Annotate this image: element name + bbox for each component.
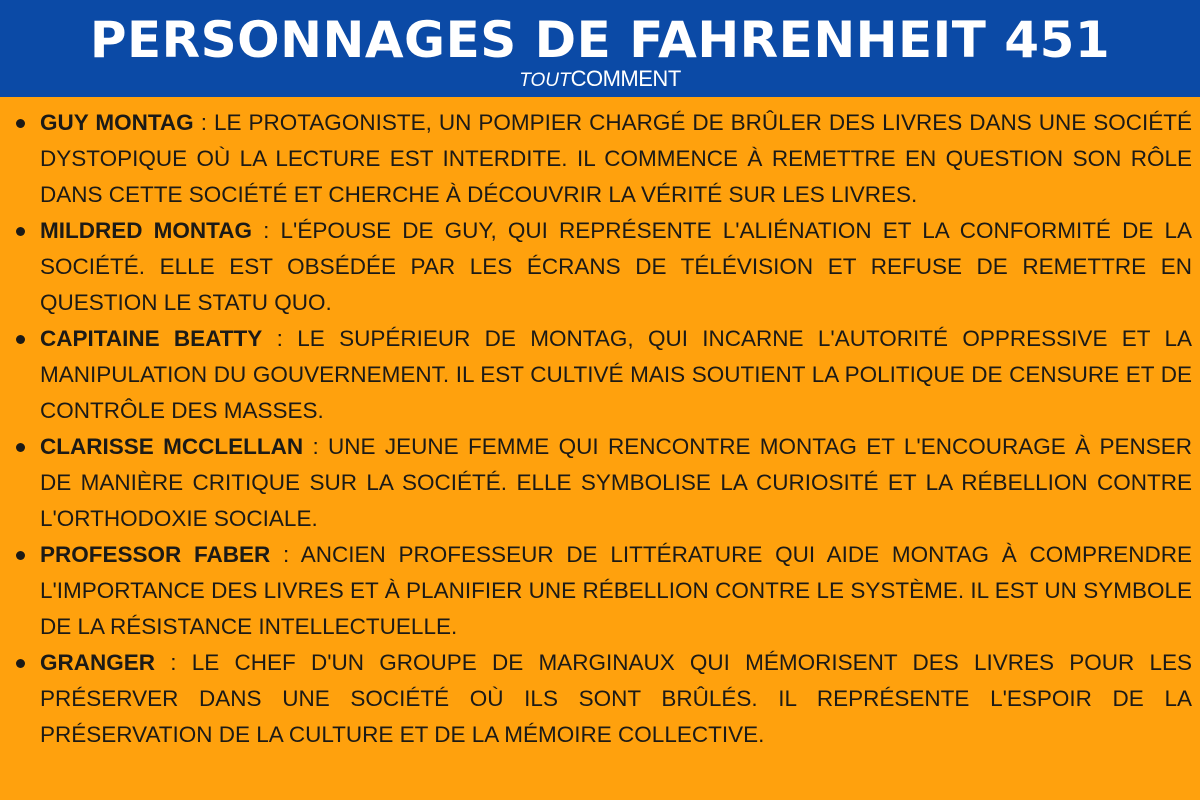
character-description: : UNE JEUNE FEMME QUI RENCONTRE MONTAG ET L'ENCOURAGE À PENSER DE MANIÈRE CRITIQUE SUR LA SOCIÉTÉ. ELLE SYMBOLISE LA CURIOSITÉ ET LA RÉBELLION CONTRE L'ORTHODOXIE SOCIALE. xyxy=(40,434,1192,531)
bullet-icon xyxy=(16,551,25,560)
character-name: GRANGER xyxy=(40,650,156,675)
bullet-icon xyxy=(16,227,25,236)
character-name: CAPITAINE BEATTY xyxy=(40,326,263,351)
logo-tout: TOUT xyxy=(519,70,571,91)
character-name: MILDRED MONTAG xyxy=(40,218,252,243)
character-description: : ANCIEN PROFESSEUR DE LITTÉRATURE QUI AIDE MONTAG À COMPRENDRE L'IMPORTANCE DES LIVRES ET À PLANIFIER UNE RÉBELLION CONTRE LE SYSTÈME. IL EST UN SYMBOLE DE LA RÉSISTANCE INTELLECTUELLE. xyxy=(40,542,1193,639)
bullet-icon xyxy=(16,335,25,344)
bullet-icon xyxy=(16,659,25,668)
character-list xyxy=(0,105,1200,753)
character-description: : L'ÉPOUSE DE GUY, QUI REPRÉSENTE L'ALIÉNATION ET LA CONFORMITÉ DE LA SOCIÉTÉ. ELLE EST OBSÉDÉE PAR LES ÉCRANS DE TÉLÉVISION ET REFUSE DE REMETTRE EN QUESTION LE STATU QUO. xyxy=(40,218,1193,315)
character-name: GUY MONTAG xyxy=(40,110,194,135)
character-description: : LE PROTAGONISTE, UN POMPIER CHARGÉ DE BRÛLER DES LIVRES DANS UNE SOCIÉTÉ DYSTOPIQUE OÙ LA LECTURE EST INTERDITE. IL COMMENCE À REMETTRE EN QUESTION SON RÔLE DANS CETTE SOCIÉTÉ ET CHERCHE À DÉCOUVRIR LA VÉRITÉ SUR LES LIVRES. xyxy=(40,110,1193,207)
list-item xyxy=(0,105,1200,213)
page-title: PERSONNAGES DE FAHRENHEIT 451 xyxy=(89,11,1111,69)
list-item xyxy=(0,537,1200,645)
list-item xyxy=(0,429,1200,537)
toutcomment-logo xyxy=(0,66,1200,94)
character-description: : LE CHEF D'UN GROUPE DE MARGINAUX QUI MÉMORISENT DES LIVRES POUR LES PRÉSERVER DANS UNE SOCIÉTÉ OÙ ILS SONT BRÛLÉS. IL REPRÉSENTE L'ESPOIR DE LA PRÉSERVATION DE LA CULTURE ET DE LA MÉMOIRE COLLECTIVE. xyxy=(40,650,1192,747)
logo-comment: COMMENT xyxy=(570,66,681,91)
list-item xyxy=(0,645,1200,753)
header-banner xyxy=(0,0,1200,97)
list-item xyxy=(0,321,1200,429)
character-name: CLARISSE MCCLELLAN xyxy=(40,434,304,459)
character-description: : LE SUPÉRIEUR DE MONTAG, QUI INCARNE L'AUTORITÉ OPPRESSIVE ET LA MANIPULATION DU GOUVERNEMENT. IL EST CULTIVÉ MAIS SOUTIENT LA POLITIQUE DE CENSURE ET DE CONTRÔLE DES MASSES. xyxy=(40,326,1192,423)
list-item xyxy=(0,213,1200,321)
bullet-icon xyxy=(16,119,25,128)
bullet-icon xyxy=(16,443,25,452)
character-name: PROFESSOR FABER xyxy=(40,542,271,567)
